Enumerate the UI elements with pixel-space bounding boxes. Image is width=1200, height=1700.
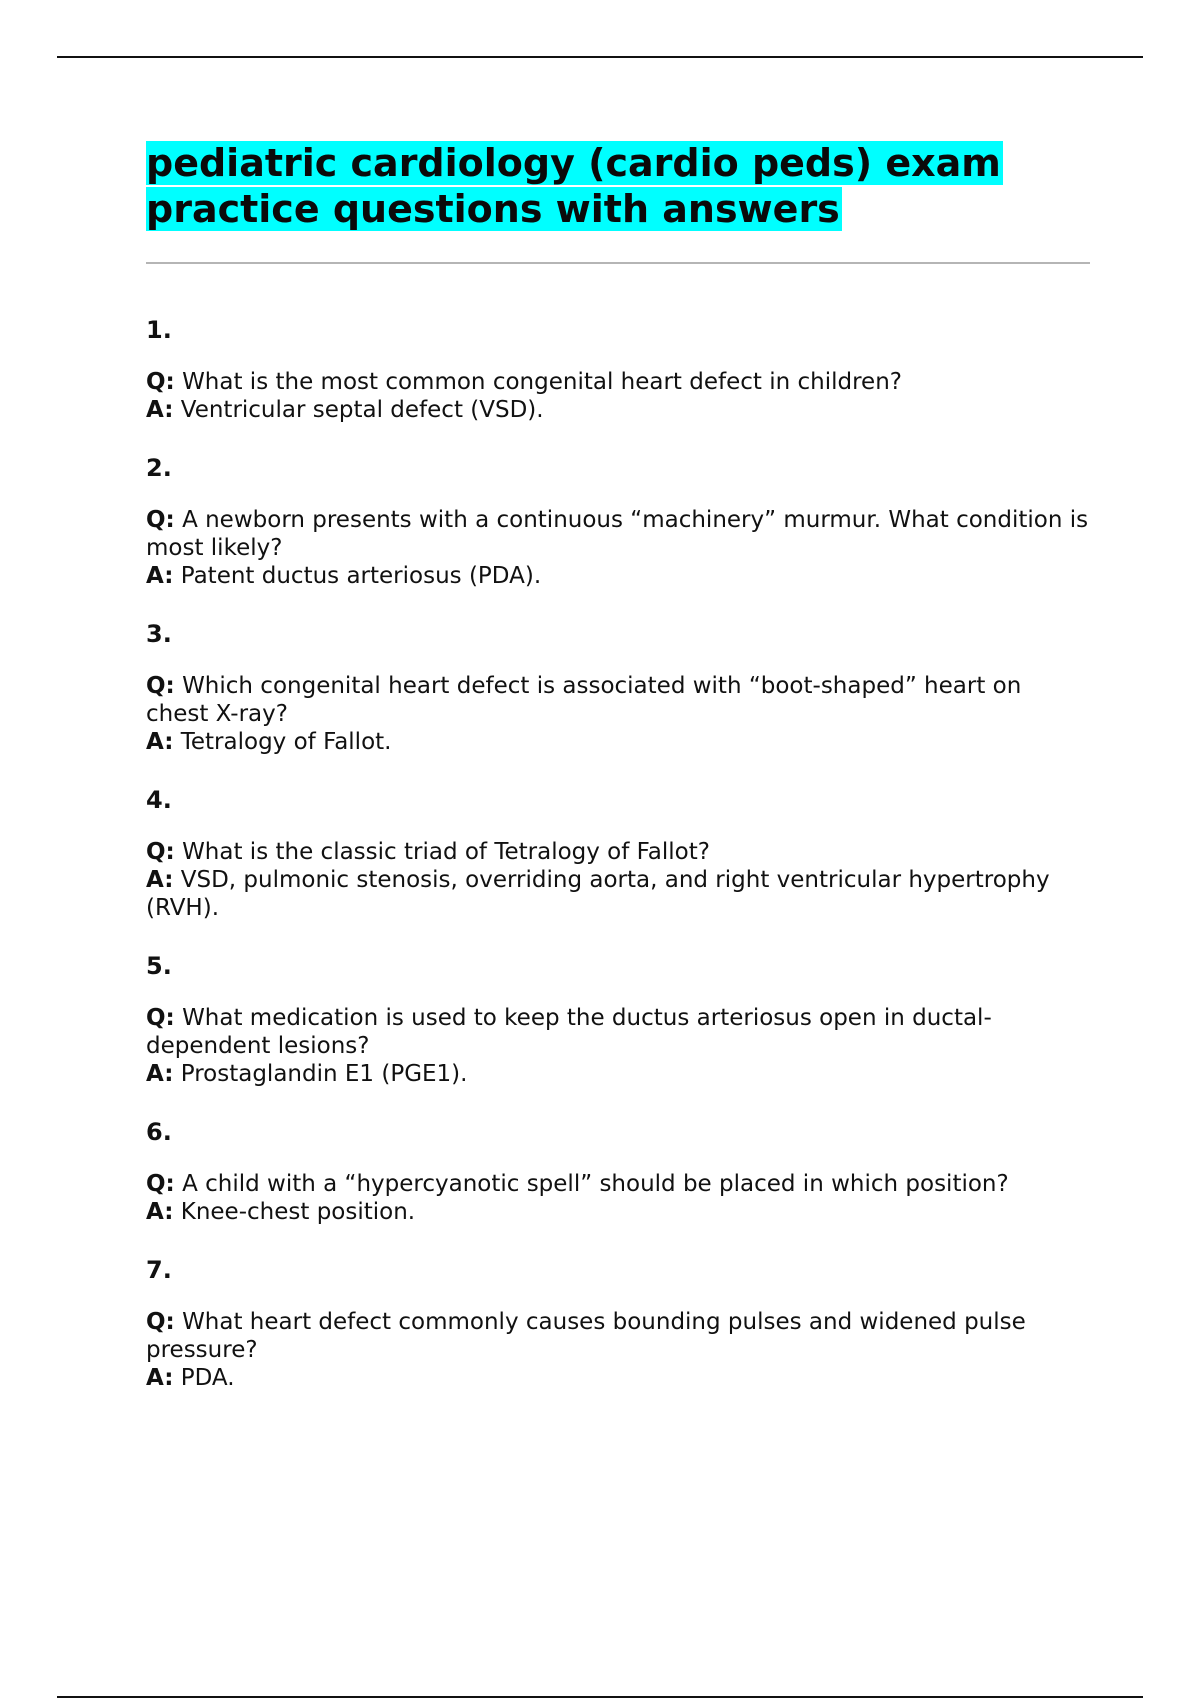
question-text: A newborn presents with a continuous “machinery” murmur. What condition is most likely? [146,507,1089,561]
qa-item-6 [146,1118,1090,1226]
document-body [146,140,1090,1392]
question-label: Q: [146,839,175,865]
question-number: 3. [146,620,172,648]
question-label: Q: [146,673,175,699]
qa-item-1 [146,316,1090,424]
question-label: Q: [146,507,175,533]
answer-line [146,866,1090,922]
answer-line [146,562,1090,590]
question-line [146,838,1090,866]
question-number: 6. [146,1118,172,1146]
answer-label: A: [146,397,174,423]
title-divider [146,262,1090,264]
question-line [146,672,1090,728]
question-text: What is the most common congenital heart defect in children? [182,369,902,395]
qa-item-4 [146,786,1090,922]
answer-label: A: [146,563,174,589]
question-number: 1. [146,316,172,344]
qa-list [146,316,1090,1392]
qa-item-2 [146,454,1090,590]
answer-label: A: [146,1061,174,1087]
question-line [146,506,1090,562]
question-text: What heart defect commonly causes bounding pulses and widened pulse pressure? [146,1309,1026,1363]
answer-text: Knee-chest position. [180,1199,416,1225]
question-number: 4. [146,786,172,814]
answer-label: A: [146,867,174,893]
question-text: A child with a “hypercyanotic spell” should be placed in which position? [182,1171,1009,1197]
document-title-text: pediatric cardiology (cardio peds) exam practice questions with answers [146,141,1001,231]
question-label: Q: [146,1171,175,1197]
question-line [146,1004,1090,1060]
answer-line [146,1364,1090,1392]
answer-text: Prostaglandin E1 (PGE1). [180,1061,468,1087]
question-number: 5. [146,952,172,980]
qa-item-5 [146,952,1090,1088]
answer-text: VSD, pulmonic stenosis, overriding aorta, and right ventricular hypertrophy (RVH). [146,867,1050,921]
qa-item-3 [146,620,1090,756]
answer-text: Ventricular septal defect (VSD). [180,397,544,423]
page-bottom-rule [57,1696,1143,1698]
question-text: What is the classic triad of Tetralogy of Fallot? [182,839,710,865]
answer-label: A: [146,1365,174,1391]
answer-label: A: [146,1199,174,1225]
question-line [146,1170,1090,1198]
answer-line [146,728,1090,756]
question-line [146,368,1090,396]
question-number: 2. [146,454,172,482]
question-line [146,1308,1090,1364]
question-label: Q: [146,1005,175,1031]
question-label: Q: [146,369,175,395]
answer-line [146,396,1090,424]
question-number: 7. [146,1256,172,1284]
answer-text: PDA. [180,1365,235,1391]
answer-text: Tetralogy of Fallot. [180,729,392,755]
answer-text: Patent ductus arteriosus (PDA). [180,563,542,589]
answer-label: A: [146,729,174,755]
question-text: Which congenital heart defect is associated with “boot-shaped” heart on chest X-ray? [146,673,1022,727]
page-top-rule [57,56,1143,58]
question-text: What medication is used to keep the ductus arteriosus open in ductal-dependent lesions? [146,1005,992,1059]
question-label: Q: [146,1309,175,1335]
answer-line [146,1060,1090,1088]
answer-line [146,1198,1090,1226]
document-title [146,140,1066,232]
qa-item-7 [146,1256,1090,1392]
